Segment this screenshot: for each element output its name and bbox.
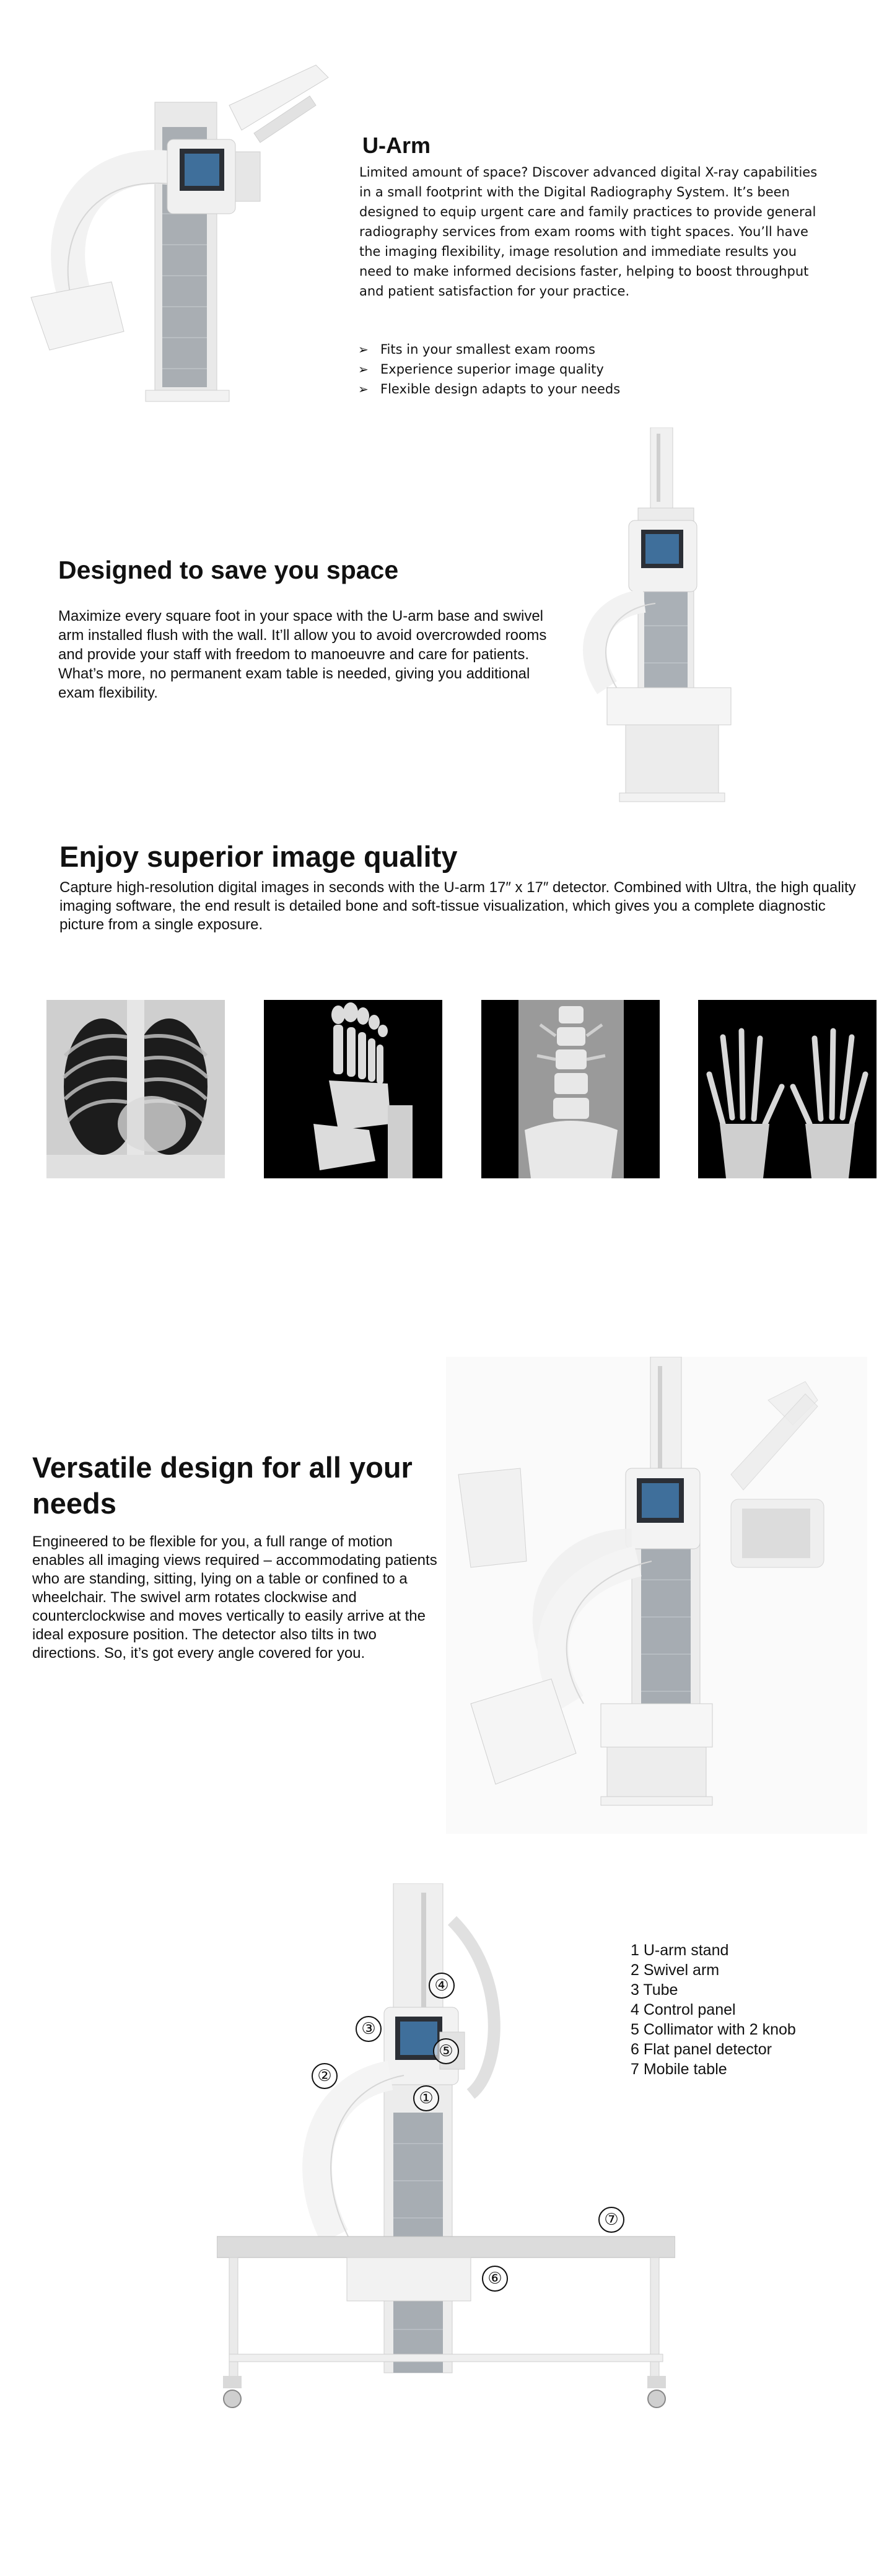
hands-xray-image — [698, 1000, 877, 1178]
legend-item: 6 Flat panel detector — [631, 2041, 772, 2058]
image-quality-title: Enjoy superior image quality — [59, 840, 458, 873]
callout-2: ② — [312, 2063, 338, 2089]
callout-7: ⑦ — [598, 2207, 624, 2233]
callout-5: ⑤ — [433, 2038, 459, 2064]
legend-item: 7 Mobile table — [631, 2061, 727, 2078]
u-arm-intro-text: Limited amount of space? Discover advanced digital X-ray capabilities in a small footprint with the Digital Radiography System. It’s been designed to equip urgent care and family practices to provide general radiography services from exam rooms with tight spaces. You’ll have the imaging flexibility, image resolution and immediate results you need to make informed decisions faster, helping to boost throughput and patient satisfaction for your practice. — [359, 165, 818, 299]
callout-3: ③ — [356, 2016, 382, 2042]
u-arm-title: U-Arm — [362, 133, 431, 158]
save-space-title: Designed to save you space — [58, 556, 399, 584]
u-arm-product-photo — [25, 59, 334, 412]
legend-item: 1 U-arm stand — [631, 1942, 729, 1959]
save-space-text: Maximize every square foot in your space with the U-arm base and swivel arm installed flush with the wall. It’ll allow you to avoid overcrowded rooms and provide your staff with freedom to manoeuvre and care for patients. What’s more, no permanent exam table is needed, giving you additional exam flexibility. — [58, 608, 547, 701]
legend-item: 2 Swivel arm — [631, 1961, 720, 1979]
callout-1: ① — [413, 2085, 439, 2111]
u-arm-front-photo — [582, 427, 743, 805]
u-arm-components-diagram — [217, 1883, 675, 2422]
legend-item: 3 Tube — [631, 1981, 678, 1999]
feature-item: ➢ Fits in your smallest exam rooms — [358, 340, 620, 359]
u-arm-multi-position-photo — [446, 1357, 867, 1834]
versatile-design-text: Engineered to be flexible for you, a full range of motion enables all imaging views required – accommodating patients who are standing, sitting, lying on a table or confined to a wheelchair. The swivel arm rotates clockwise and counterclockwise and moves vertically to easily arrive at the ideal exposure position. The detector also tilts in two directions. So, it’s got every angle covered for you. — [32, 1533, 437, 1662]
feature-item: ➢ Experience superior image quality — [358, 359, 620, 379]
feature-item: ➢ Flexible design adapts to your needs — [358, 379, 620, 399]
callout-4: ④ — [429, 1973, 455, 1999]
u-arm-features-list — [358, 340, 620, 399]
spine-xray-image — [481, 1000, 660, 1178]
components-legend — [631, 1940, 796, 2079]
legend-item: 5 Collimator with 2 knob — [631, 2021, 796, 2038]
foot-xray-image — [264, 1000, 442, 1178]
callout-6: ⑥ — [482, 2266, 508, 2292]
image-quality-text: Capture high-resolution digital images in seconds with the U-arm 17″ x 17″ detector. Combined with Ultra, the high quality imaging software, the end result is detailed bone and soft-tissue visualization, which gives you a complete diagnostic picture from a single exposure. — [59, 879, 856, 933]
legend-item: 4 Control panel — [631, 2001, 736, 2018]
versatile-design-title: Versatile design for all your needs — [32, 1451, 413, 1520]
chest-xray-image — [46, 1000, 225, 1178]
